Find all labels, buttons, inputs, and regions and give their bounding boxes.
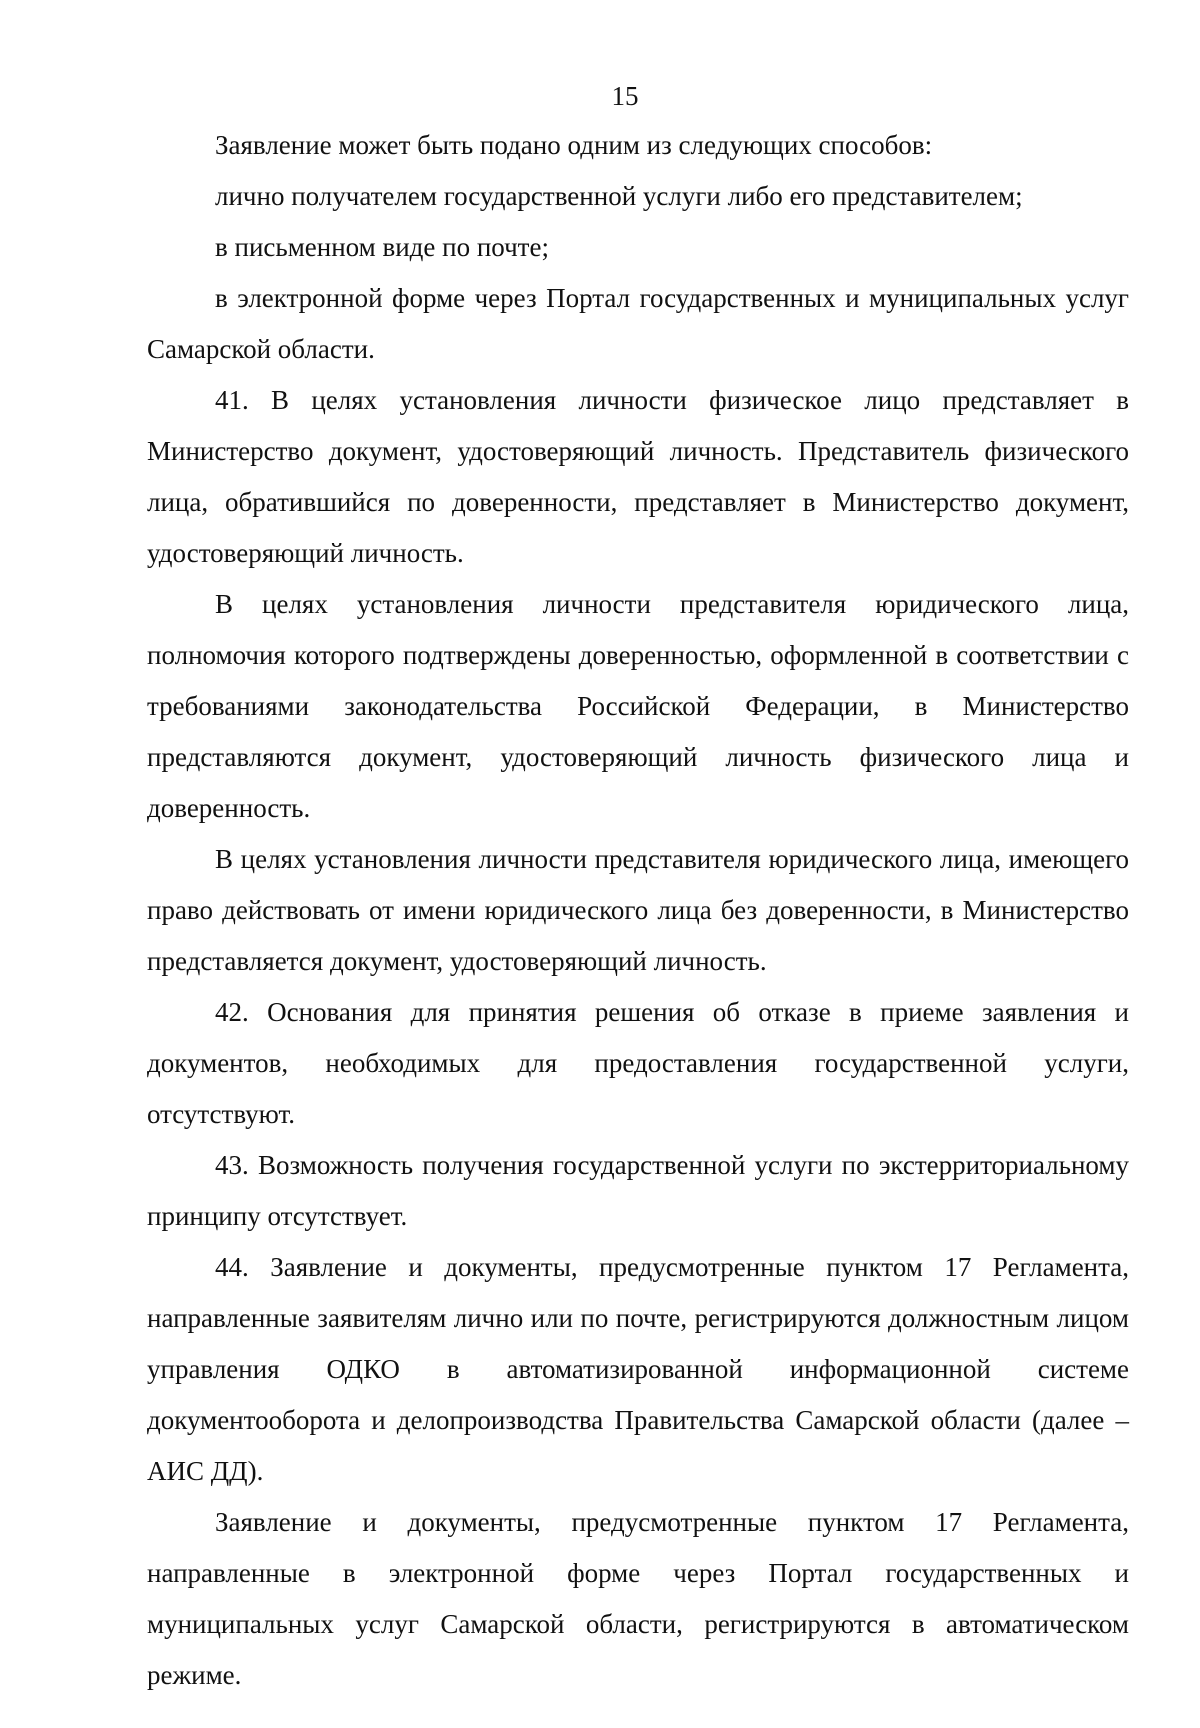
paragraph-method-mail: в письменном виде по почте; xyxy=(215,232,549,262)
paragraph-method-in-person: лично получателем государственной услуги либо его представителем; xyxy=(215,181,1023,211)
paragraph-item-42: 42. Основания для принятия решения об отказе в приеме заявления и документов, необходимых для предоставления государственной услуги, отсутствуют. xyxy=(147,997,1129,1129)
page-number: 15 xyxy=(611,81,639,111)
paragraph-legal-representative-without-attorney: В целях установления личности представителя юридического лица, имеющего право действовать от имени юридического лица без доверенности, в Министерство представляется документ, удостоверяющий личность. xyxy=(147,844,1129,976)
paragraph-submission-methods: Заявление может быть подано одним из следующих способов: xyxy=(215,130,933,160)
paragraph-method-electronic: в электронной форме через Портал государственных и муниципальных услуг Самарской области. xyxy=(147,283,1129,364)
document-body xyxy=(147,120,1129,1701)
paragraph-item-43: 43. Возможность получения государственной услуги по экстерриториальному принципу отсутствует. xyxy=(147,1150,1129,1231)
paragraph-electronic-registration: Заявление и документы, предусмотренные пунктом 17 Регламента, направленные в электронной форме через Портал государственных и муниципальных услуг Самарской области, регистрируются в автоматическом режиме. xyxy=(147,1507,1129,1690)
paragraph-item-44: 44. Заявление и документы, предусмотренные пунктом 17 Регламента, направленные заявителям лично или по почте, регистрируются должностным лицом управления ОДКО в автоматизированной информационной системе документооборота и делопроизводства Правительства Самарской области (далее – АИС ДД). xyxy=(147,1252,1129,1486)
paragraph-item-41: 41. В целях установления личности физическое лицо представляет в Министерство документ, удостоверяющий личность. Представитель физического лица, обратившийся по доверенности, представляет в Министерство документ, удостоверяющий личность. xyxy=(147,385,1129,568)
paragraph-legal-representative-power-of-attorney: В целях установления личности представителя юридического лица, полномочия которого подтверждены доверенностью, оформленной в соответствии с требованиями законодательства Российской Федерации, в Министерство представляются документ, удостоверяющий личность физического лица и доверенность. xyxy=(147,589,1129,823)
